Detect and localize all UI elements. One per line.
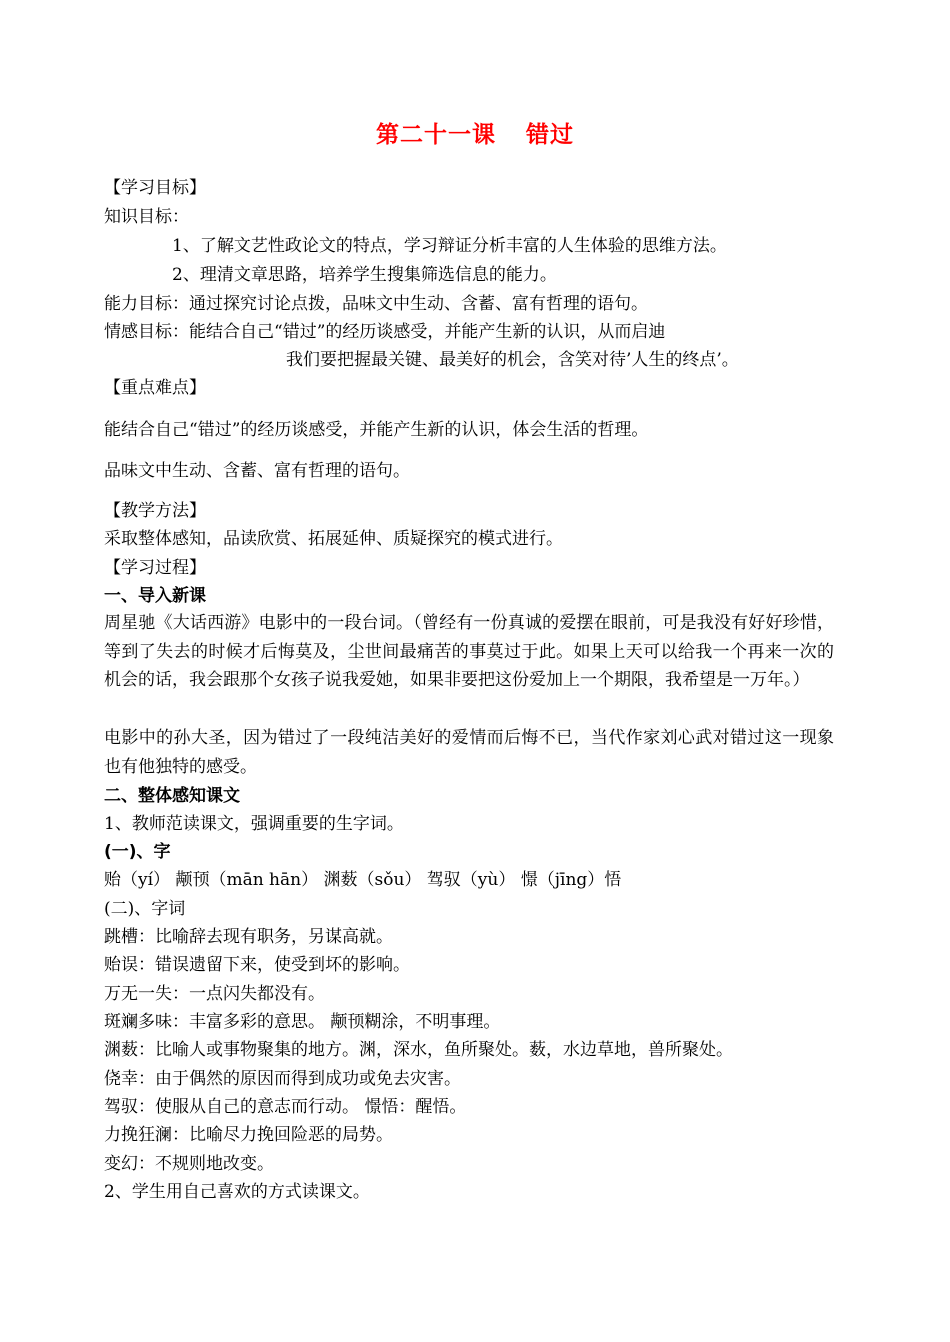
word-entry: 跳槽：比喻辞去现有职务，另谋高就。 — [104, 927, 393, 947]
word-entry: 渊薮：比喻人或事物聚集的地方。渊，深水，鱼所聚处。薮，水边草地，兽所聚处。 — [104, 1040, 733, 1060]
word-entry: 斑斓多味：丰富多彩的意思。 颟顸糊涂，不明事理。 — [104, 1012, 501, 1032]
knowledge-goal-1: 1、了解文艺性政论文的特点，学习辩证分析丰富的人生体验的思维方法。 — [172, 236, 727, 256]
method-heading: 【教学方法】 — [104, 501, 206, 521]
knowledge-goal-2: 2、理清文章思路，培养学生搜集筛选信息的能力。 — [172, 265, 557, 285]
key-point-2: 品味文中生动、含蓄、富有哲理的语句。 — [104, 461, 410, 481]
key-point-1: 能结合自己“错过”的经历谈感受，并能产生新的认识，体会生活的哲理。 — [104, 420, 649, 440]
word-entry: 侥幸：由于偶然的原因而得到成功或免去灾害。 — [104, 1069, 461, 1089]
method-text: 采取整体感知，品读欣赏、拓展延伸、质疑探究的模式进行。 — [104, 529, 563, 549]
knowledge-label: 知识目标： — [104, 207, 189, 227]
emotion-goal-line-2: 我们要把握最关键、最美好的机会，含笑对待’人生的终点’。 — [286, 350, 739, 370]
ability-goal: 能力目标：通过探究讨论点拨，品味文中生动、含蓄、富有哲理的语句。 — [104, 294, 648, 314]
lesson-name: 错过 — [526, 122, 574, 148]
section-2-heading: 二、整体感知课文 — [104, 786, 240, 806]
lesson-title — [0, 116, 950, 149]
word-entry: 贻误：错误遗留下来，使受到坏的影响。 — [104, 955, 410, 975]
key-points-heading: 【重点难点】 — [104, 378, 206, 398]
lesson-number: 第二十一课 — [376, 122, 496, 148]
word-entry: 驾驭：使服从自己的意志而行动。 憬悟：醒悟。 — [104, 1097, 467, 1117]
words-heading: (二)、字词 — [104, 899, 186, 919]
word-entry: 变幻：不规则地改变。 — [104, 1154, 274, 1174]
word-entry: 万无一失：一点闪失都没有。 — [104, 984, 325, 1004]
emotion-goal-line-1: 情感目标：能结合自己“错过”的经历谈感受，并能产生新的认识，从而启迪 — [104, 322, 666, 342]
intro-paragraph-2: 电影中的孙大圣，因为错过了一段纯洁美好的爱情而后悔不已，当代作家刘心武对错过这一现象也有他独特的感受。 — [104, 728, 834, 777]
process-heading: 【学习过程】 — [104, 558, 206, 578]
goals-heading: 【学习目标】 — [104, 178, 206, 198]
chars-heading: (一)、字 — [104, 842, 171, 862]
step-2: 2、学生用自己喜欢的方式读课文。 — [104, 1182, 370, 1202]
word-entry: 力挽狂澜：比喻尽力挽回险恶的局势。 — [104, 1125, 393, 1145]
intro-paragraph: 周星驰《大话西游》电影中的一段台词。（曾经有一份真诚的爱摆在眼前，可是我没有好好珍惜，等到了失去的时候才后悔莫及，尘世间最痛苦的事莫过于此。如果上天可以给我一个再来一次的机会的话，我会跟那个女孩子说我爱她，如果非要把这份爱加上一个期限，我希望是一万年。） — [104, 613, 834, 691]
step-1: 1、教师范读课文，强调重要的生字词。 — [104, 814, 404, 834]
chars-line: 贻（yí） 颟顸（mān hān） 渊薮（sǒu） 驾驭（yù） 憬（jīng）悟 — [104, 870, 622, 890]
section-1-heading: 一、导入新课 — [104, 586, 206, 606]
